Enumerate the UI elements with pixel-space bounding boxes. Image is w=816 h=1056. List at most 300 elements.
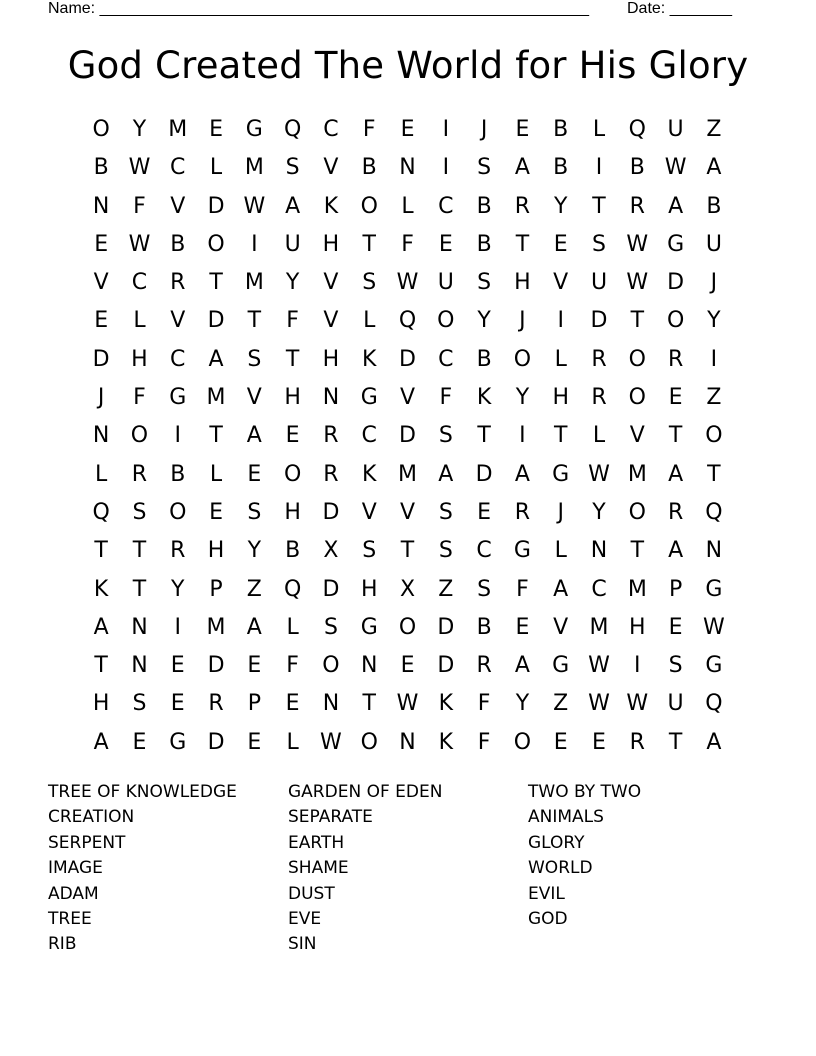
grid-cell[interactable]: O [398,614,417,640]
grid-cell[interactable]: E [553,729,568,755]
grid-cell[interactable]: E [132,729,147,755]
grid-cell[interactable]: Q [283,576,302,602]
grid-cell[interactable]: V [170,308,186,334]
grid-cell[interactable]: A [514,461,530,487]
grid-cell[interactable]: E [170,691,185,717]
grid-cell[interactable]: R [323,461,339,487]
grid-cell[interactable]: T [132,538,147,564]
grid-cell[interactable]: K [438,729,454,755]
grid-cell[interactable]: D [207,193,225,219]
grid-cell[interactable]: G [360,385,378,411]
grid-cell[interactable]: I [519,423,526,449]
grid-cell[interactable]: H [322,346,340,372]
grid-cell[interactable]: T [209,270,223,296]
grid-cell[interactable]: T [247,308,262,334]
grid-cell[interactable]: V [323,155,339,181]
grid-cell[interactable]: O [360,729,378,755]
grid-cell[interactable]: H [514,270,531,296]
grid-cell[interactable]: S [247,346,262,372]
grid-cell[interactable]: H [92,691,110,717]
grid-cell[interactable]: R [629,729,645,755]
grid-cell[interactable]: L [133,308,146,334]
grid-cell[interactable]: G [513,538,531,564]
grid-cell[interactable]: W [320,729,342,755]
grid-cell[interactable]: V [399,499,416,525]
grid-cell[interactable]: L [592,423,606,449]
grid-cell[interactable]: P [668,576,683,602]
grid-cell[interactable]: A [93,614,109,640]
grid-cell[interactable]: B [476,346,492,372]
grid-cell[interactable]: H [131,346,148,372]
grid-cell[interactable]: S [477,270,492,296]
grid-cell[interactable]: T [132,576,147,602]
grid-cell[interactable]: J [710,270,718,296]
grid-cell[interactable]: F [477,691,491,717]
grid-cell[interactable]: A [246,614,262,640]
grid-cell[interactable]: T [668,729,683,755]
grid-cell[interactable]: O [169,499,187,525]
grid-cell[interactable]: Z [246,576,262,602]
grid-cell[interactable]: R [170,270,186,296]
grid-cell[interactable]: T [630,308,645,334]
grid-cell[interactable]: G [667,231,685,257]
grid-cell[interactable]: Z [706,385,722,411]
grid-cell[interactable]: R [208,691,224,717]
grid-cell[interactable]: C [323,117,339,142]
grid-cell[interactable]: B [476,614,492,640]
grid-cell[interactable]: O [92,117,110,142]
word-list [48,780,768,960]
grid-cell[interactable]: A [246,423,262,449]
grid-cell[interactable]: O [360,193,378,219]
grid-cell[interactable]: M [244,270,264,296]
grid-cell[interactable]: C [591,576,607,602]
grid-cell[interactable]: H [629,614,646,640]
grid-cell[interactable]: M [168,117,188,142]
word-list-item: TREE [48,909,92,930]
grid-cell[interactable]: Q [705,691,723,717]
grid-cell[interactable]: A [553,576,569,602]
grid-cell[interactable]: X [323,538,339,564]
grid-cell[interactable]: J [480,117,488,142]
grid-cell[interactable]: E [94,231,109,257]
grid-cell[interactable]: I [595,155,603,181]
grid-cell[interactable]: V [629,423,645,449]
grid-cell[interactable]: T [94,653,108,679]
grid-cell[interactable]: N [360,653,378,679]
grid-cell[interactable]: G [169,729,187,755]
grid-cell[interactable]: S [477,576,492,602]
grid-cell[interactable]: R [131,461,148,487]
grid-cell[interactable]: E [170,653,185,679]
grid-cell[interactable]: O [322,653,340,679]
grid-cell[interactable]: E [438,231,453,257]
grid-cell[interactable]: D [92,346,110,372]
grid-cell[interactable]: O [666,308,685,334]
grid-cell[interactable]: K [323,193,339,219]
grid-cell[interactable]: H [360,576,378,602]
grid-cell[interactable]: S [438,499,453,525]
grid-cell[interactable]: A [706,729,722,755]
grid-cell[interactable]: R [476,653,492,679]
grid-cell[interactable]: U [705,231,722,257]
grid-cell[interactable]: P [247,691,261,717]
grid-cell[interactable]: R [591,346,607,372]
grid-cell[interactable]: W [128,231,151,257]
grid-cell[interactable]: R [514,499,531,525]
grid-cell[interactable]: D [207,729,225,755]
grid-cell[interactable]: H [552,385,569,411]
grid-cell[interactable]: L [363,308,376,334]
grid-cell[interactable]: O [130,423,149,449]
grid-cell[interactable]: S [592,231,606,257]
grid-cell[interactable]: G [552,653,570,679]
grid-cell[interactable]: N [131,614,148,640]
grid-cell[interactable]: D [399,423,416,449]
grid-cell[interactable]: A [285,193,301,219]
grid-cell[interactable]: I [442,155,450,181]
grid-cell[interactable]: J [97,385,105,411]
grid-cell[interactable]: W [128,155,151,181]
grid-cell[interactable]: W [664,155,687,181]
grid-cell[interactable]: T [285,346,300,372]
grid-cell[interactable]: J [557,499,564,525]
grid-cell[interactable]: P [209,576,223,602]
grid-cell[interactable]: A [706,155,722,181]
grid-cell[interactable]: N [705,538,723,564]
grid-cell[interactable]: A [93,729,109,755]
grid-cell[interactable]: E [247,653,262,679]
grid-cell[interactable]: Y [592,499,606,525]
grid-cell[interactable]: L [209,461,223,487]
grid-cell[interactable]: W [703,614,725,640]
grid-cell[interactable]: S [438,538,453,564]
grid-cell[interactable]: I [251,231,258,257]
grid-cell[interactable]: E [515,614,530,640]
grid-cell[interactable]: I [174,614,181,640]
grid-cell[interactable]: E [400,117,415,142]
letter-grid [82,111,733,762]
grid-cell[interactable]: L [554,538,567,564]
grid-cell[interactable]: C [170,155,186,181]
grid-cell[interactable]: F [362,117,376,142]
word-list-item: GLORY [528,832,585,853]
grid-cell[interactable]: O [628,499,646,525]
grid-cell[interactable]: G [169,385,187,411]
grid-cell[interactable]: C [131,270,148,296]
grid-cell[interactable]: I [710,346,718,372]
grid-cell[interactable]: Y [515,385,530,411]
grid-cell[interactable]: R [170,538,186,564]
grid-cell[interactable]: M [627,576,647,602]
grid-cell[interactable]: U [284,231,301,257]
grid-cell[interactable]: N [92,423,110,449]
grid-cell[interactable]: M [589,614,609,640]
grid-cell[interactable]: B [170,231,186,257]
grid-cell[interactable]: T [668,423,683,449]
grid-cell[interactable]: R [514,193,531,219]
grid-cell[interactable]: L [286,729,299,755]
grid-cell[interactable]: A [668,193,684,219]
grid-cell[interactable]: X [399,576,416,602]
grid-cell[interactable]: E [668,385,683,411]
grid-cell[interactable]: O [705,423,723,449]
grid-cell[interactable]: E [477,499,492,525]
grid-cell[interactable]: W [396,691,419,717]
grid-cell[interactable]: I [442,117,450,142]
grid-cell[interactable]: V [399,385,416,411]
grid-cell[interactable]: K [362,346,377,372]
grid-cell[interactable]: T [362,691,376,717]
grid-cell[interactable]: R [591,385,607,411]
grid-cell[interactable]: R [629,193,645,219]
grid-cell[interactable]: A [668,538,684,564]
grid-cell[interactable]: T [477,423,491,449]
grid-cell[interactable]: Y [707,308,721,334]
grid-cell[interactable]: C [170,346,186,372]
grid-cell[interactable]: V [93,270,109,296]
grid-cell[interactable]: E [285,423,300,449]
grid-cell[interactable]: W [626,231,649,257]
grid-cell[interactable]: Q [398,308,417,334]
grid-cell[interactable]: K [93,576,109,602]
grid-cell[interactable]: A [668,461,684,487]
grid-cell[interactable]: V [553,614,569,640]
grid-cell[interactable]: O [513,346,532,372]
grid-cell[interactable]: B [629,155,645,181]
grid-cell[interactable]: S [668,653,683,679]
grid-cell[interactable]: K [438,691,454,717]
grid-cell[interactable]: T [362,231,376,257]
grid-cell[interactable]: O [628,346,646,372]
grid-cell[interactable]: D [207,308,225,334]
grid-cell[interactable]: Z [706,117,722,142]
word-list-item: EVIL [528,883,565,904]
grid-cell[interactable]: F [286,653,299,679]
grid-cell[interactable]: N [322,691,340,717]
grid-cell[interactable]: Y [477,308,491,334]
grid-cell[interactable]: B [93,155,109,181]
grid-cell[interactable]: N [399,729,416,755]
grid-cell[interactable]: N [131,653,148,679]
grid-cell[interactable]: F [439,385,453,411]
word-column [48,780,288,958]
grid-cell[interactable]: N [399,155,416,181]
grid-cell[interactable]: M [206,385,226,411]
grid-cell[interactable]: E [209,499,223,525]
grid-cell[interactable]: G [552,461,570,487]
grid-cell[interactable]: R [667,499,684,525]
grid-cell[interactable]: S [132,691,147,717]
grid-cell[interactable]: S [132,499,147,525]
grid-cell[interactable]: R [667,346,684,372]
grid-cell[interactable]: D [437,653,455,679]
grid-cell[interactable]: G [705,653,723,679]
grid-cell[interactable]: F [516,576,529,602]
grid-cell[interactable]: S [438,423,453,449]
grid-cell[interactable]: L [209,155,223,181]
grid-cell[interactable]: F [133,385,146,411]
grid-cell[interactable]: T [515,231,530,257]
grid-cell[interactable]: T [209,423,223,449]
grid-cell[interactable]: E [400,653,415,679]
grid-cell[interactable]: C [438,346,454,372]
grid-cell[interactable]: B [170,461,186,487]
grid-cell[interactable]: T [400,538,415,564]
grid-cell[interactable]: U [667,691,684,717]
grid-cell[interactable]: D [475,461,493,487]
grid-cell[interactable]: W [588,691,610,717]
grid-cell[interactable]: K [476,385,492,411]
grid-cell[interactable]: J [519,308,526,334]
grid-cell[interactable]: E [553,231,568,257]
grid-cell[interactable]: V [323,270,339,296]
word-list-item: GOD [528,909,568,930]
grid-cell[interactable]: V [323,308,339,334]
grid-cell[interactable]: L [286,614,299,640]
grid-cell[interactable]: S [323,614,338,640]
grid-cell[interactable]: Y [132,117,147,142]
grid-cell[interactable]: F [477,729,491,755]
grid-cell[interactable]: O [628,385,646,411]
grid-cell[interactable]: V [246,385,262,411]
grid-cell[interactable]: D [399,346,416,372]
grid-cell[interactable]: U [590,270,608,296]
grid-cell[interactable]: L [592,117,606,142]
grid-cell[interactable]: H [284,499,301,525]
grid-cell[interactable]: S [247,499,262,525]
grid-cell[interactable]: S [477,155,492,181]
grid-cell[interactable]: T [592,193,606,219]
grid-cell[interactable]: Y [553,193,568,219]
grid-cell[interactable]: I [174,423,181,449]
grid-cell[interactable]: K [362,461,377,487]
grid-cell[interactable]: F [401,231,414,257]
grid-cell[interactable]: M [627,461,647,487]
grid-cell[interactable]: T [630,538,645,564]
grid-cell[interactable]: C [361,423,377,449]
grid-cell[interactable]: W [396,270,419,296]
grid-cell[interactable]: U [437,270,454,296]
grid-cell[interactable]: Z [553,691,569,717]
grid-cell[interactable]: F [133,193,146,219]
grid-cell[interactable]: D [590,308,608,334]
grid-cell[interactable]: E [592,729,606,755]
word-list-item: TWO BY TWO [528,782,642,802]
grid-cell[interactable]: R [323,423,339,449]
grid-cell[interactable]: W [588,653,610,679]
grid-cell[interactable]: L [401,193,414,219]
grid-cell[interactable]: H [207,538,225,564]
grid-cell[interactable]: E [94,308,109,334]
grid-cell[interactable]: C [438,193,454,219]
grid-cell[interactable]: A [438,461,454,487]
grid-cell[interactable]: A [208,346,224,372]
grid-cell[interactable]: S [285,155,300,181]
grid-cell[interactable]: T [94,538,108,564]
grid-cell[interactable]: O [283,461,302,487]
grid-cell[interactable]: D [322,576,340,602]
grid-cell[interactable]: E [247,461,262,487]
grid-cell[interactable]: U [667,117,684,142]
grid-cell[interactable]: G [360,614,378,640]
grid-cell[interactable]: B [476,231,492,257]
grid-cell[interactable]: O [437,308,455,334]
grid-cell[interactable]: T [553,423,568,449]
grid-cell[interactable]: D [437,614,455,640]
grid-cell[interactable]: O [207,231,225,257]
grid-cell[interactable]: C [476,538,492,564]
grid-cell[interactable]: G [705,576,723,602]
grid-cell[interactable]: O [513,729,532,755]
grid-cell[interactable]: T [707,461,721,487]
date-field[interactable]: Date: _______ [627,0,732,17]
grid-cell[interactable]: W [243,193,266,219]
grid-cell[interactable]: W [626,691,649,717]
grid-cell[interactable]: B [553,117,569,142]
grid-cell[interactable]: V [553,270,569,296]
grid-cell[interactable]: E [209,117,223,142]
grid-cell[interactable]: D [667,270,685,296]
grid-cell[interactable]: V [361,499,377,525]
grid-cell[interactable]: E [285,691,300,717]
grid-cell[interactable]: H [284,385,301,411]
grid-cell[interactable]: N [590,538,608,564]
grid-cell[interactable]: G [245,117,263,142]
grid-cell[interactable]: B [476,193,492,219]
grid-cell[interactable]: A [514,155,530,181]
grid-cell[interactable]: A [514,653,530,679]
name-field[interactable]: Name: _______________________________________________________ [48,0,589,17]
grid-cell[interactable]: S [362,538,377,564]
grid-cell[interactable]: Y [285,270,300,296]
grid-cell[interactable]: S [362,270,377,296]
grid-cell[interactable]: D [207,653,225,679]
grid-cell[interactable]: I [634,653,641,679]
grid-cell[interactable]: W [588,461,610,487]
grid-cell[interactable]: M [244,155,264,181]
grid-cell[interactable]: Q [628,117,646,142]
grid-cell[interactable]: E [247,729,262,755]
grid-cell[interactable]: E [515,117,530,142]
grid-cell[interactable]: Y [247,538,262,564]
grid-cell[interactable]: B [553,155,569,181]
grid-cell[interactable]: D [322,499,340,525]
grid-cell[interactable]: Y [171,576,185,602]
grid-cell[interactable]: N [92,193,110,219]
grid-cell[interactable]: E [668,614,683,640]
grid-cell[interactable]: Z [438,576,454,602]
grid-cell[interactable]: Q [705,499,723,525]
grid-cell[interactable]: M [398,461,418,487]
grid-cell[interactable]: I [557,308,564,334]
grid-cell[interactable]: B [361,155,377,181]
grid-cell[interactable]: Q [283,117,302,142]
grid-cell[interactable]: Q [92,499,110,525]
grid-cell[interactable]: W [626,270,649,296]
grid-cell[interactable]: L [554,346,567,372]
grid-cell[interactable]: V [170,193,186,219]
grid-cell[interactable]: Y [515,691,530,717]
grid-cell[interactable]: H [322,231,340,257]
word-list-item: GARDEN OF EDEN [288,782,443,802]
grid-cell[interactable]: F [286,308,299,334]
grid-cell[interactable]: M [206,614,226,640]
grid-cell[interactable]: B [706,193,722,219]
grid-cell[interactable]: B [285,538,301,564]
grid-cell[interactable]: L [95,461,108,487]
grid-cell[interactable]: N [322,385,340,411]
